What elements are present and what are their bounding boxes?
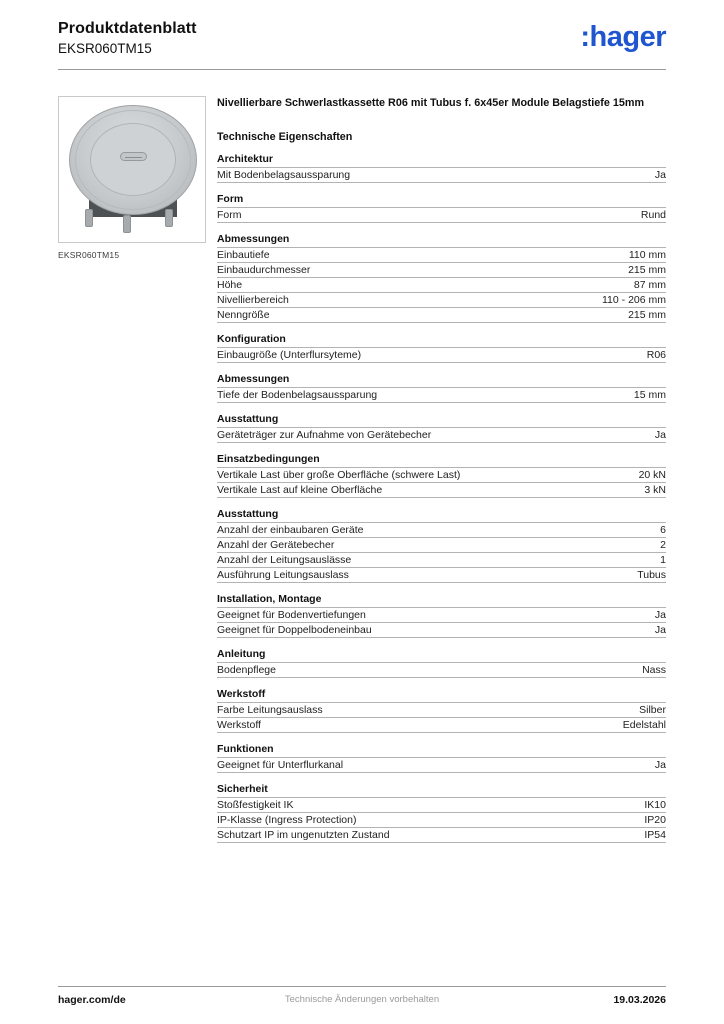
spec-label: Werkstoff (217, 718, 261, 731)
spec-label: Anzahl der Leitungsauslässe (217, 553, 352, 566)
spec-label: Schutzart IP im ungenutzten Zustand (217, 828, 390, 841)
spec-label: Stoßfestigkeit IK (217, 798, 294, 811)
spec-label: Geeignet für Bodenvertiefungen (217, 608, 366, 621)
product-image-caption: EKSR060TM15 (58, 250, 120, 260)
spec-value: 1 (660, 553, 666, 566)
spec-value: Ja (654, 623, 666, 636)
spec-value: Rund (640, 208, 666, 221)
spec-label: Einbaudurchmesser (217, 263, 311, 276)
spec-value: Ja (654, 608, 666, 621)
spec-value: R06 (646, 348, 666, 361)
spec-row (217, 622, 666, 638)
spec-value: IP20 (644, 813, 666, 826)
spec-label: Vertikale Last auf kleine Oberfläche (217, 483, 383, 496)
spec-value: 215 mm (628, 308, 666, 321)
spec-row (217, 567, 666, 583)
hager-logo: :hager (580, 21, 666, 53)
spec-value: 110 mm (628, 248, 666, 261)
product-name: Nivellierbare Schwerlastkassette R06 mit Tubus f. 6x45er Module Belagstiefe 15mm (217, 97, 645, 109)
spec-sections (217, 153, 666, 843)
spec-section (217, 593, 666, 638)
product-leg-center (123, 215, 131, 233)
spec-section-heading: Ausstattung (217, 508, 279, 521)
spec-row (217, 387, 666, 403)
spec-section (217, 648, 666, 678)
document-title: Produktdatenblatt (58, 20, 197, 37)
spec-label: Nenngröße (217, 308, 270, 321)
tech-properties-title: Technische Eigenschaften (217, 131, 353, 144)
product-image (58, 96, 206, 243)
spec-row (217, 522, 666, 537)
spec-section (217, 453, 666, 498)
spec-label: Geräteträger zur Aufnahme von Gerätebecher (217, 428, 432, 441)
spec-row (217, 812, 666, 827)
spec-row (217, 552, 666, 567)
spec-section-heading: Installation, Montage (217, 593, 322, 606)
footer (58, 986, 666, 1006)
spec-label: Mit Bodenbelagsaussparung (217, 168, 351, 181)
spec-label: Höhe (217, 278, 243, 291)
spec-row (217, 537, 666, 552)
spec-label: Ausführung Leitungsauslass (217, 568, 349, 581)
spec-label: Geeignet für Doppelbodeneinbau (217, 623, 372, 636)
spec-row (217, 607, 666, 622)
spec-row (217, 307, 666, 323)
product-leg-right (165, 209, 173, 227)
spec-label: Nivellierbereich (217, 293, 289, 306)
footer-note: Technische Änderungen vorbehalten (284, 994, 440, 1005)
spec-value: Silber (639, 703, 666, 716)
spec-label: Vertikale Last über große Oberfläche (schwere Last) (217, 468, 461, 481)
main-content (0, 70, 724, 843)
header-titles (58, 20, 197, 56)
spec-label: Form (217, 208, 242, 221)
spec-section (217, 413, 666, 443)
spec-value: Edelstahl (622, 718, 666, 731)
spec-section-heading: Ausstattung (217, 413, 279, 426)
spec-label: Anzahl der Gerätebecher (217, 538, 335, 551)
spec-row (217, 262, 666, 277)
spec-label: Einbaugröße (Unterflursyteme) (217, 348, 362, 361)
spec-row (217, 292, 666, 307)
header (0, 0, 724, 56)
product-image-column (58, 96, 206, 843)
spec-row (217, 427, 666, 443)
spec-section-heading: Anleitung (217, 648, 266, 661)
spec-row (217, 277, 666, 292)
spec-value: Ja (654, 168, 666, 181)
spec-value: IK10 (644, 798, 666, 811)
spec-section (217, 783, 666, 843)
product-code: EKSR060TM15 (58, 41, 152, 56)
spec-value: 6 (660, 523, 666, 536)
spec-row (217, 482, 666, 498)
spec-row (217, 167, 666, 183)
spec-value: Nass (642, 663, 666, 676)
spec-label: IP-Klasse (Ingress Protection) (217, 813, 357, 826)
spec-section (217, 153, 666, 183)
footer-website-link[interactable]: hager.com/de (58, 994, 126, 1006)
spec-value: 110 - 206 mm (602, 293, 666, 306)
spec-section-heading: Form (217, 193, 244, 206)
spec-row (217, 662, 666, 678)
spec-section (217, 508, 666, 583)
spec-row (217, 717, 666, 733)
spec-value: IP54 (644, 828, 666, 841)
spec-section (217, 743, 666, 773)
spec-value: Ja (654, 428, 666, 441)
product-lid-slot (120, 152, 147, 161)
spec-section (217, 373, 666, 403)
spec-row (217, 797, 666, 812)
spec-row (217, 827, 666, 843)
spec-section-heading: Architektur (217, 153, 274, 166)
spec-value: 87 mm (633, 278, 666, 291)
spec-label: Anzahl der einbaubaren Geräte (217, 523, 364, 536)
spec-row (217, 347, 666, 363)
spec-row (217, 247, 666, 262)
spec-label: Geeignet für Unterflurkanal (217, 758, 344, 771)
spec-value: 20 kN (638, 468, 666, 481)
footer-row (58, 987, 666, 1006)
spec-section-heading: Werkstoff (217, 688, 266, 701)
spec-section (217, 688, 666, 733)
product-details (217, 96, 666, 843)
spec-row (217, 702, 666, 717)
spec-value: 15 mm (633, 388, 666, 401)
spec-section-heading: Abmessungen (217, 233, 290, 246)
spec-label: Tiefe der Bodenbelagsaussparung (217, 388, 378, 401)
spec-value: 2 (660, 538, 666, 551)
spec-section-heading: Funktionen (217, 743, 274, 756)
spec-section (217, 233, 666, 323)
spec-value: 3 kN (644, 483, 666, 496)
spec-value: Tubus (637, 568, 666, 581)
spec-label: Bodenpflege (217, 663, 276, 676)
spec-label: Einbautiefe (217, 248, 270, 261)
spec-section-heading: Sicherheit (217, 783, 268, 796)
product-lid-shape (69, 105, 197, 215)
product-leg-left (85, 209, 93, 227)
spec-section-heading: Einsatzbedingungen (217, 453, 320, 466)
spec-section (217, 333, 666, 363)
spec-section-heading: Abmessungen (217, 373, 290, 386)
spec-row (217, 757, 666, 773)
spec-section (217, 193, 666, 223)
spec-row (217, 467, 666, 482)
spec-section-heading: Konfiguration (217, 333, 286, 346)
spec-value: 215 mm (628, 263, 666, 276)
spec-row (217, 207, 666, 223)
spec-label: Farbe Leitungsauslass (217, 703, 323, 716)
spec-value: Ja (654, 758, 666, 771)
footer-date: 19.03.2026 (613, 994, 666, 1006)
